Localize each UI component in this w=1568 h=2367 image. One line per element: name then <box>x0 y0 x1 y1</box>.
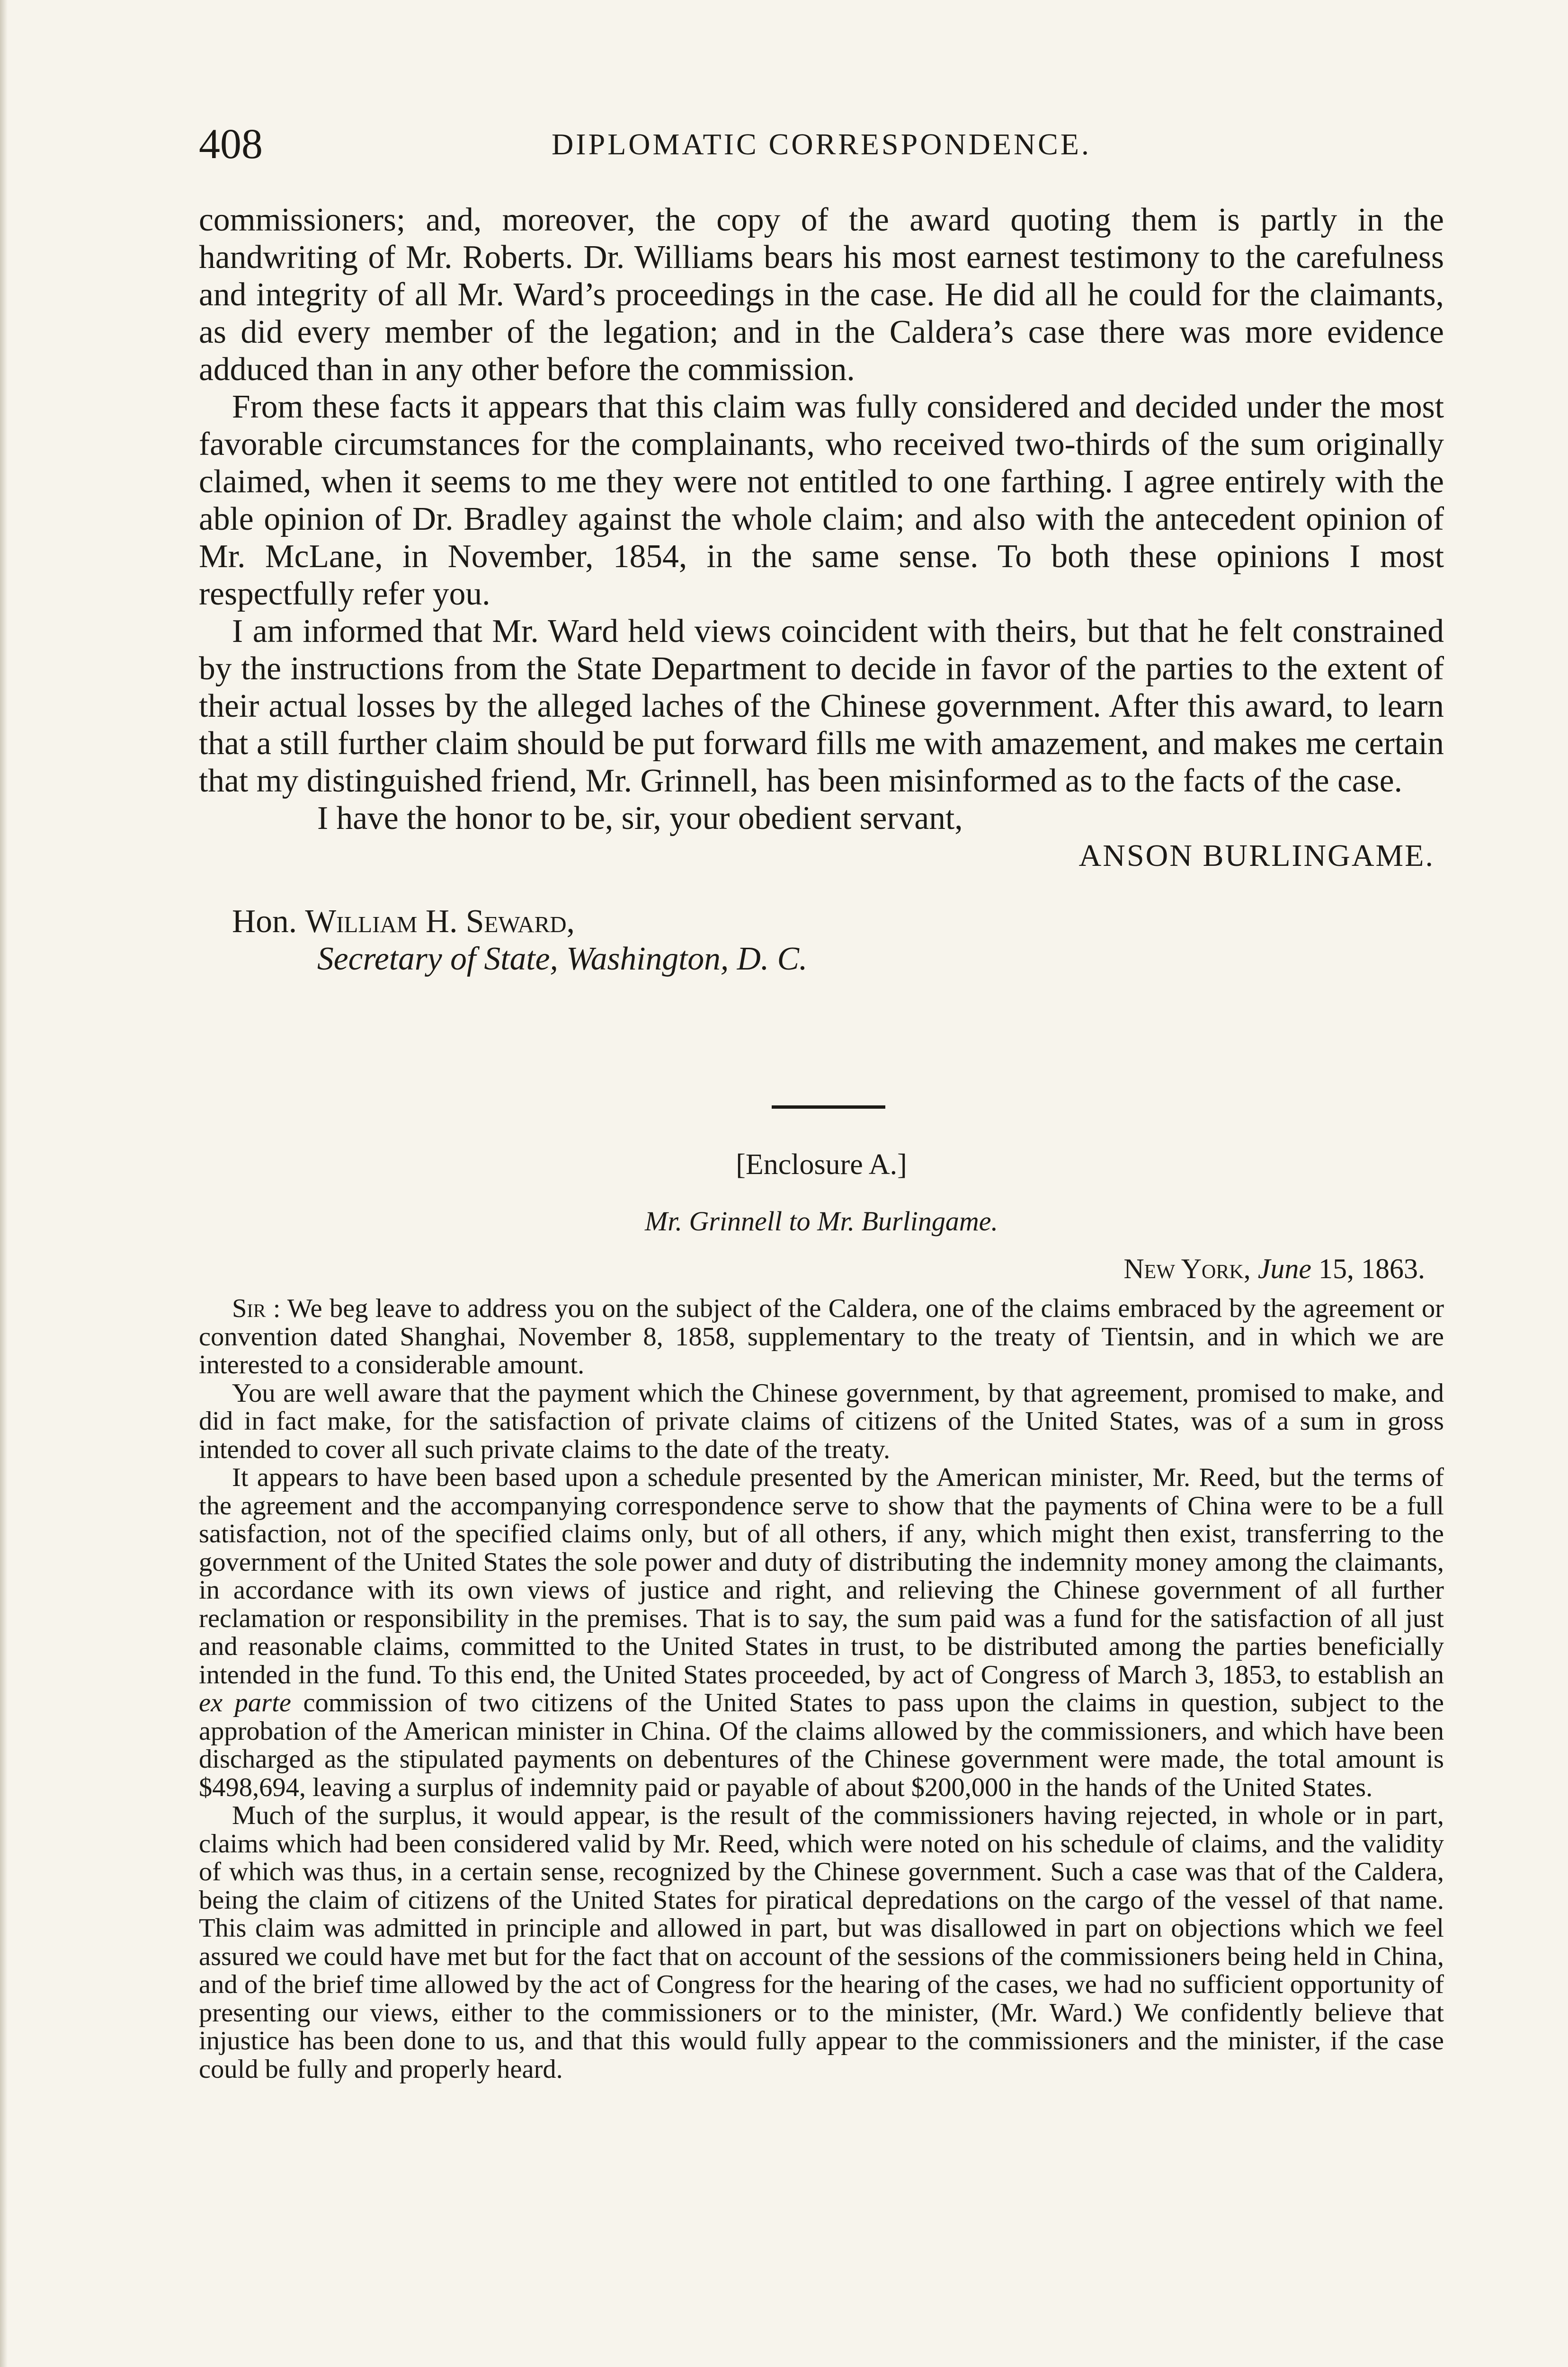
paragraph-continued: commissioners; and, moreover, the copy of the award quoting them is partly in the handwriting of Mr. Roberts. Dr. Williams bears his most earnest testimony to the carefulness and integrity of all Mr. Ward’s proceedings in the case. He did all he could for the claimants, as did every member of the legation; and in the Caldera’s case there was more evidence adduced than in any other before the commission. <box>199 202 1444 388</box>
addressee-name: William H. Seward, <box>305 903 575 940</box>
paragraph: Much of the surplus, it would appear, is the result of the commissioners having rejected, in whole or in part, claims which had been considered valid by Mr. Reed, which were noted on his schedule of claims, and the validity of which was thus, in a certain sense, recognized by the Chinese government. Such a case was that of the Caldera, being the claim of citizens of the United States for piratical depredations on the cargo of the vessel of that name. This claim was admitted in principle and allowed in part, but was disallowed in part on objections which we feel assured we could have met but for the fact that on account of the sessions of the commissioners being held in China, and of the brief time allowed by the act of Congress for the hearing of the cases, we had no sufficient opportunity of presenting our views, either to the commissioners or to the minister, (Mr. Ward.) We confidently believe that injustice has been done to us, and that this would fully appear to the commissioners and the minister, if the case could be fully and properly heard. <box>199 1801 1444 2084</box>
dateline-city: New York, <box>1123 1253 1251 1284</box>
addressee-prefix: Hon. <box>232 903 297 940</box>
paragraph-text: commission of two citizens of the United States to pass upon the claims in question, subject to the approbation of the American minister in China. Of the claims allowed by the commissioners, and which have been discharged as the stipulated payments on debentures of the Chinese government were made, the total amount is $498,694, leaving a surplus of indemnity paid or payable of about $200,000 in the hands of the United States. <box>199 1688 1444 1802</box>
addressee-title: Secretary of State, Washington, D. C. <box>317 941 808 977</box>
addressee-block <box>199 903 1444 978</box>
dateline-date: 15, 1863. <box>1319 1253 1425 1284</box>
enclosure-body <box>199 1295 1444 2083</box>
enclosure-label: [Enclosure A.] <box>736 1148 907 1181</box>
signature: ANSON BURLINGAME. <box>1078 838 1434 873</box>
paragraph: You are well aware that the payment which the Chinese government, by that agreement, promised to make, and did in fact make, for the satisfaction of private claims of citizens of the United States, was of a sum in gross intended to cover all such private claims to the date of the treaty. <box>199 1378 1444 1464</box>
enclosure-heading: Mr. Grinnell to Mr. Burlingame. <box>645 1206 998 1237</box>
letter-body <box>199 201 1444 978</box>
paragraph-text: It appears to have been based upon a schedule presented by the American minister, Mr. Reed, but the terms of the agreement and the accompanying correspondence serve to show that the payments of China were to be a full satisfaction, not of the specified claims only, but of all others, if any, which might then exist, transferring to the government of the United States the sole power and duty of distributing the indemnity money among the claimants, in accordance with its own views of justice and right, and relieving the Chinese government of all further reclamation or responsibility in the premises. That is to say, the sum paid was a fund for the satisfaction of all just and reasonable claims, committed to the United States in trust, to be distributed among the parties beneficially intended in the fund. To this end, the United States proceeded, by act of Congress of March 3, 1853, to establish an <box>199 1463 1444 1690</box>
complimentary-close: I have the honor to be, sir, your obedient servant, <box>317 800 963 836</box>
section-divider <box>772 1105 885 1109</box>
paragraph: I am informed that Mr. Ward held views coincident with theirs, but that he felt constrained by the instructions from the State Department to decide in favor of the parties to the extent of their actual losses by the alleged laches of the Chinese government. After this award, to learn that a still further claim should be put forward fills me with amazement, and makes me certain that my distinguished friend, Mr. Grinnell, has been misinformed as to the facts of the case. <box>199 613 1444 799</box>
dateline <box>1123 1250 1425 1288</box>
paragraph: From these facts it appears that this claim was fully considered and decided under the most favorable circumstances for the complainants, who received two-thirds of the sum originally claimed, when it seems to me they were not entitled to one farthing. I agree entirely with the able opinion of Dr. Bradley against the whole claim; and also with the antecedent opinion of Mr. McLane, in November, 1854, in the same sense. To both these opinions I most respectfully refer you. <box>199 389 1444 612</box>
paragraph <box>199 1464 1444 1802</box>
paragraph-opening <box>199 1295 1444 1379</box>
document-page <box>199 0 1444 2367</box>
salutation: Sir : <box>232 1294 281 1323</box>
paragraph-text: We beg leave to address you on the subject of the Caldera, one of the claims embraced by the agreement or convention dated Shanghai, November 8, 1858, supplementary to the treaty of Tientsin, and in which we are interested to a considerable amount. <box>199 1294 1444 1379</box>
dateline-month: June <box>1257 1253 1311 1284</box>
page-edge <box>0 0 8 2367</box>
italic-term: ex parte <box>199 1688 291 1717</box>
running-head: DIPLOMATIC CORRESPONDENCE. <box>552 127 1091 161</box>
addressee-name-line <box>199 903 1444 940</box>
page-header <box>199 114 1444 175</box>
page-number: 408 <box>199 121 263 168</box>
